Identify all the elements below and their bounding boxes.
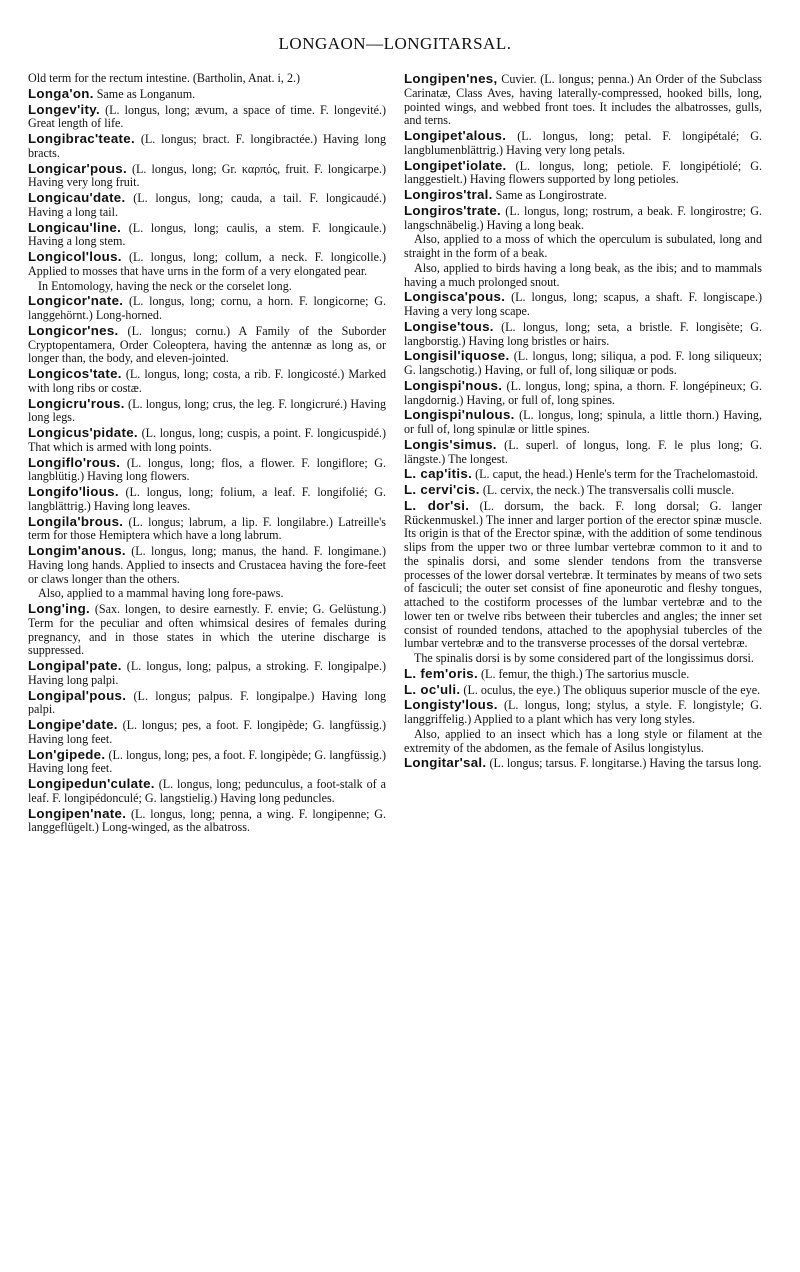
headword: Longitar'sal. [404,755,487,771]
definition-text: (L. longus, long; manus, the hand. F. longimane.) Having long hands. Applied to insects and Crustacea having the fore-feet or claws longer than the others. [28,544,386,586]
definition-text: (L. longus, long; ævum, a space of time. F. longevité.) Great length of life. [28,102,386,131]
dictionary-entry [28,221,386,250]
definition-text: (L. longus, long; seta, a bristle. F. longisète; G. langborstig.) Having long bristles or hairs. [404,319,762,348]
dictionary-entry [28,191,386,220]
definition-text: Also, applied to an insect which has a long style or filament at the extremity of the abdomen, as the female of Asilus longistylus. [404,726,762,755]
headword: Longipedun'culate. [28,776,155,791]
entry-paragraph [404,652,762,666]
dictionary-entry [404,499,762,651]
dictionary-entry [404,129,762,158]
headword: Longisca'pous. [404,289,506,305]
dictionary-entry [28,777,386,806]
dictionary-entry [28,367,386,396]
definition-text: (L. superl. of longus, long. F. le plus long; G. längste.) The longest. [404,437,762,466]
definition-text: (L. longus, long; pedunculus, a foot-stalk of a leaf. F. longipédonculé; G. langstielig.) Having long peduncles. [28,777,386,805]
headword: Longiflo'rous. [28,454,121,470]
dictionary-entry [404,667,762,682]
definition-text: Old term for the rectum intestine. (Bartholin, Anat. i, 2.) [28,71,301,85]
headword: Longisil'iquose. [404,348,510,364]
headword: L. cervi'cis. [404,482,480,497]
right-column [404,72,762,836]
definition-text: (L. dorsum, the back. F. long dorsal; G. langer Rückenmuskel.) The inner and larger portion of the erector spinæ muscle. Its origin is that of the Erector spinæ, with the addition of some tendinous slips from the upper two or three lumbar vertebræ common to it and to the spinalis dorsi, and some slender tendons from the transverse processes of the lower dorsal vertebræ. It terminates by means of two sets of fasciculi; the outer set consist of fine aponeurotic and fleshy tongues, attached to the costiform processes of the lumbar vertebræ and to the lower ten or twelve ribs between their tubercles and angles; the inner set consist of rounded tendons, attached to the apophysial tubercles of the lumbar vertebræ and to the transverse processes of the dorsal vertebræ. [404,498,762,651]
dictionary-entry [28,103,386,132]
dictionary-entry [404,483,762,498]
headword: Longispi'nulous. [404,407,515,423]
headword: Longicar'pous. [28,160,127,176]
dictionary-entry [404,204,762,233]
headword: Longifo'lious. [28,484,119,499]
dictionary-entry [28,426,386,455]
definition-text: (L. longus, long; caulis, a stem. F. longicaule.) Having a long stem. [28,220,386,249]
definition-text: (L. longus, long; collum, a neck. F. longicolle.) Applied to mosses that have urns in the form of a very elongated pear. [28,250,386,278]
headword: Longa'on. [28,85,94,101]
definition-text: (L. longus, long; scapus, a shaft. F. longiscape.) Having a very long scape. [404,290,762,318]
definition-text: (L. longus, long; cuspis, a point. F. longicuspidé.) That which is armed with long points. [28,426,386,454]
dictionary-entry [404,683,762,698]
dictionary-entry [28,72,386,86]
dictionary-entry [28,87,386,102]
dictionary-entry [28,689,386,718]
definition-text: (L. caput, the head.) Henle's term for the Trachelomastoid. [472,467,759,482]
dictionary-entry [28,485,386,514]
headword: L. cap'itis. [404,466,473,482]
headword: Longiros'tral. [404,187,493,202]
headword: Longipe'date. [28,717,118,732]
headword: Longicos'tate. [28,366,122,381]
headword: L. dor'si. [404,497,470,513]
definition-text: (L. longus; bract. F. longibractée.) Having long bracts. [28,132,386,160]
dictionary-entry [404,320,762,349]
definition-text: (L. oculus, the eye.) The obliquus superior muscle of the eye. [460,682,761,697]
headword: Longicau'line. [28,219,122,235]
definition-text: (L. longus, long; spina, a thorn. F. longépineux; G. langdornig.) Having, or full of, long spines. [404,378,762,407]
definition-text: Also, applied to a moss of which the operculum is subulated, long and straight in the form of a beak. [404,232,762,260]
definition-text: (L. longus, long; penna, a wing. F. longipenne; G. langgeflügelt.) Long-winged, as the albatross. [28,806,386,835]
headword: Longicol'lous. [28,249,122,264]
dictionary-entry [28,515,386,544]
definition-text: (L. longus; pes, a foot. F. longipède; G. langfüssig.) Having long feet. [28,718,386,746]
definition-text: (L. longus, long; spinula, a little thorn.) Having, or full of, long spinulæ or little spines. [404,408,762,436]
dictionary-entry [404,188,762,203]
definition-text: (L. longus, long; cauda, a tail. F. longicaudé.) Having a long tail. [28,191,386,219]
definition-text: (L. longus, long; stylus, a style. F. longistyle; G. langgriffelig.) Applied to a plant which has very long styles. [404,698,762,726]
headword: Long'ing. [28,601,90,616]
dictionary-entry [404,408,762,437]
dictionary-entry [28,544,386,586]
definition-text: (L. longus; palpus. F. longipalpe.) Having long palpi. [28,688,386,717]
definition-text: The spinalis dorsi is by some considered part of the longissimus dorsi. [414,651,754,665]
dictionary-entry [28,250,386,279]
headword: Longipal'pate. [28,658,122,673]
dictionary-entry [404,349,762,378]
headword: Longispi'nous. [404,377,503,393]
columns [28,72,762,836]
definition-text: (Sax. longen, to desire earnestly. F. envie; G. Gelüstung.) Term for the peculiar and often whimsical desires of females during pregnancy, and in those states in which the uterine discharge is suppressed. [28,602,386,658]
entry-paragraph [404,262,762,290]
definition-text: Also, applied to a mammal having long fore-paws. [38,586,284,601]
definition-text: (L. femur, the thigh.) The sartorius muscle. [478,666,690,681]
dictionary-entry [404,438,762,467]
definition-text: (L. longus; tarsus. F. longitarse.) Having the tarsus long. [486,756,762,771]
definition-text: (L. longus, long; siliqua, a pod. F. long siliqueux; G. langschotig.) Having, or full of, long siliquæ or pods. [404,349,762,377]
headword: Longipet'iolate. [404,157,507,173]
definition-text: (L. longus, long; folium, a leaf. F. longifolié; G. langblättrig.) Having long leaves. [28,485,386,513]
dictionary-entry [404,756,762,771]
dictionary-entry [28,718,386,747]
definition-text: (L. cervix, the neck.) The transversalis colli muscle. [479,483,735,497]
definition-text: Same as Longirostrate. [492,188,607,202]
headword: Longibrac'teate. [28,131,135,146]
dictionary-entry [404,379,762,408]
dictionary-entry [28,456,386,485]
headword: Longev'ity. [28,101,100,117]
headword: Longicus'pidate. [28,425,138,440]
page-header: LONGAON—LONGITARSAL. [278,34,512,53]
left-column [28,72,386,836]
definition-text: Cuvier. (L. longus; penna.) An Order of the Subclass Carinatæ, Class Aves, having laterally-compressed, hooked bills, long, pointed wings, and webbed front toes. It includes the albatrosses, gulls, and terns. [404,72,762,128]
definition-text: (L. longus, long; palpus, a stroking. F. longipalpe.) Having long palpi. [28,659,386,687]
headword: Longise'tous. [404,318,494,334]
headword: Longila'brous. [28,513,124,529]
definition-text: (L. longus, long; Gr. καρπός, fruit. F. longicarpe.) Having very long fruit. [28,161,386,190]
definition-text: (L. longus, long; petal. F. longipétalé; G. langblumenblättrig.) Having very long petals. [404,129,762,157]
definition-text: (L. longus, long; rostrum, a beak. F. longirostre; G. langschnäbelig.) Having a long beak. [404,203,762,232]
dictionary-entry [28,748,386,777]
headword: Longisty'lous. [404,697,498,713]
headword: Longipen'nes, [404,71,498,86]
dictionary-entry [28,132,386,161]
headword: Longipal'pous. [28,687,127,703]
dictionary-entry [404,72,762,128]
dictionary-entry [28,397,386,426]
dictionary-entry [28,602,386,658]
headword: Longipen'nate. [28,805,127,821]
definition-text: Also, applied to birds having a long beak, as the ibis; and to mammals having a much prolonged snout. [404,260,762,289]
definition-text: Same as Longanum. [93,86,196,101]
dictionary-entry [28,294,386,323]
definition-text: (L. longus; cornu.) A Family of the Suborder Cryptopentamera, Order Coleoptera, having the antennæ as long as, or longer than, the body, and eleven-jointed. [28,323,386,366]
headword: Longicor'nate. [28,293,124,309]
entry-paragraph [28,587,386,601]
definition-text: (L. longus, long; pes, a foot. F. longipède; G. langfüssig.) Having long feet. [28,747,386,776]
headword: Longicau'date. [28,190,126,205]
headword: Lon'gipede. [28,746,106,762]
definition-text: (L. longus, long; cornu, a horn. F. longicorne; G. langgehörnt.) Long-horned. [28,294,386,322]
headword: Longis'simus. [404,436,497,452]
dictionary-entry [28,659,386,688]
definition-text: (L. longus, long; crus, the leg. F. longicruré.) Having long legs. [28,396,386,425]
definition-text: (L. longus, long; petiole. F. longipétiolé; G. langgestielt.) Having flowers supported by long petioles. [404,158,762,187]
headword: Longipet'alous. [404,128,507,143]
definition-text: (L. longus, long; costa, a rib. F. longicosté.) Marked with long ribs or costæ. [28,367,386,395]
entry-paragraph [404,233,762,261]
dictionary-entry [28,807,386,836]
headword: Longiros'trate. [404,202,502,218]
dictionary-entry [404,159,762,188]
headword: L. oc'uli. [404,681,461,697]
definition-text: (L. longus; labrum, a lip. F. longilabre.) Latreille's term for those Hemiptera which have a long labrum. [28,514,386,543]
definition-text: (L. longus, long; flos, a flower. F. longiflore; G. langblütig.) Having long flowers. [28,455,386,484]
dictionary-entry [28,162,386,191]
entry-paragraph [404,728,762,756]
headword: Longim'anous. [28,543,126,558]
dictionary-entry [404,290,762,319]
entry-paragraph [28,280,386,294]
dictionary-entry [28,324,386,366]
dictionary-entry [404,467,762,482]
definition-text: In Entomology, having the neck or the corselet long. [38,278,292,293]
headword: Longicor'nes. [28,322,119,338]
headword: L. fem'oris. [404,665,478,681]
dictionary-entry [404,698,762,727]
headword: Longicru'rous. [28,395,125,411]
